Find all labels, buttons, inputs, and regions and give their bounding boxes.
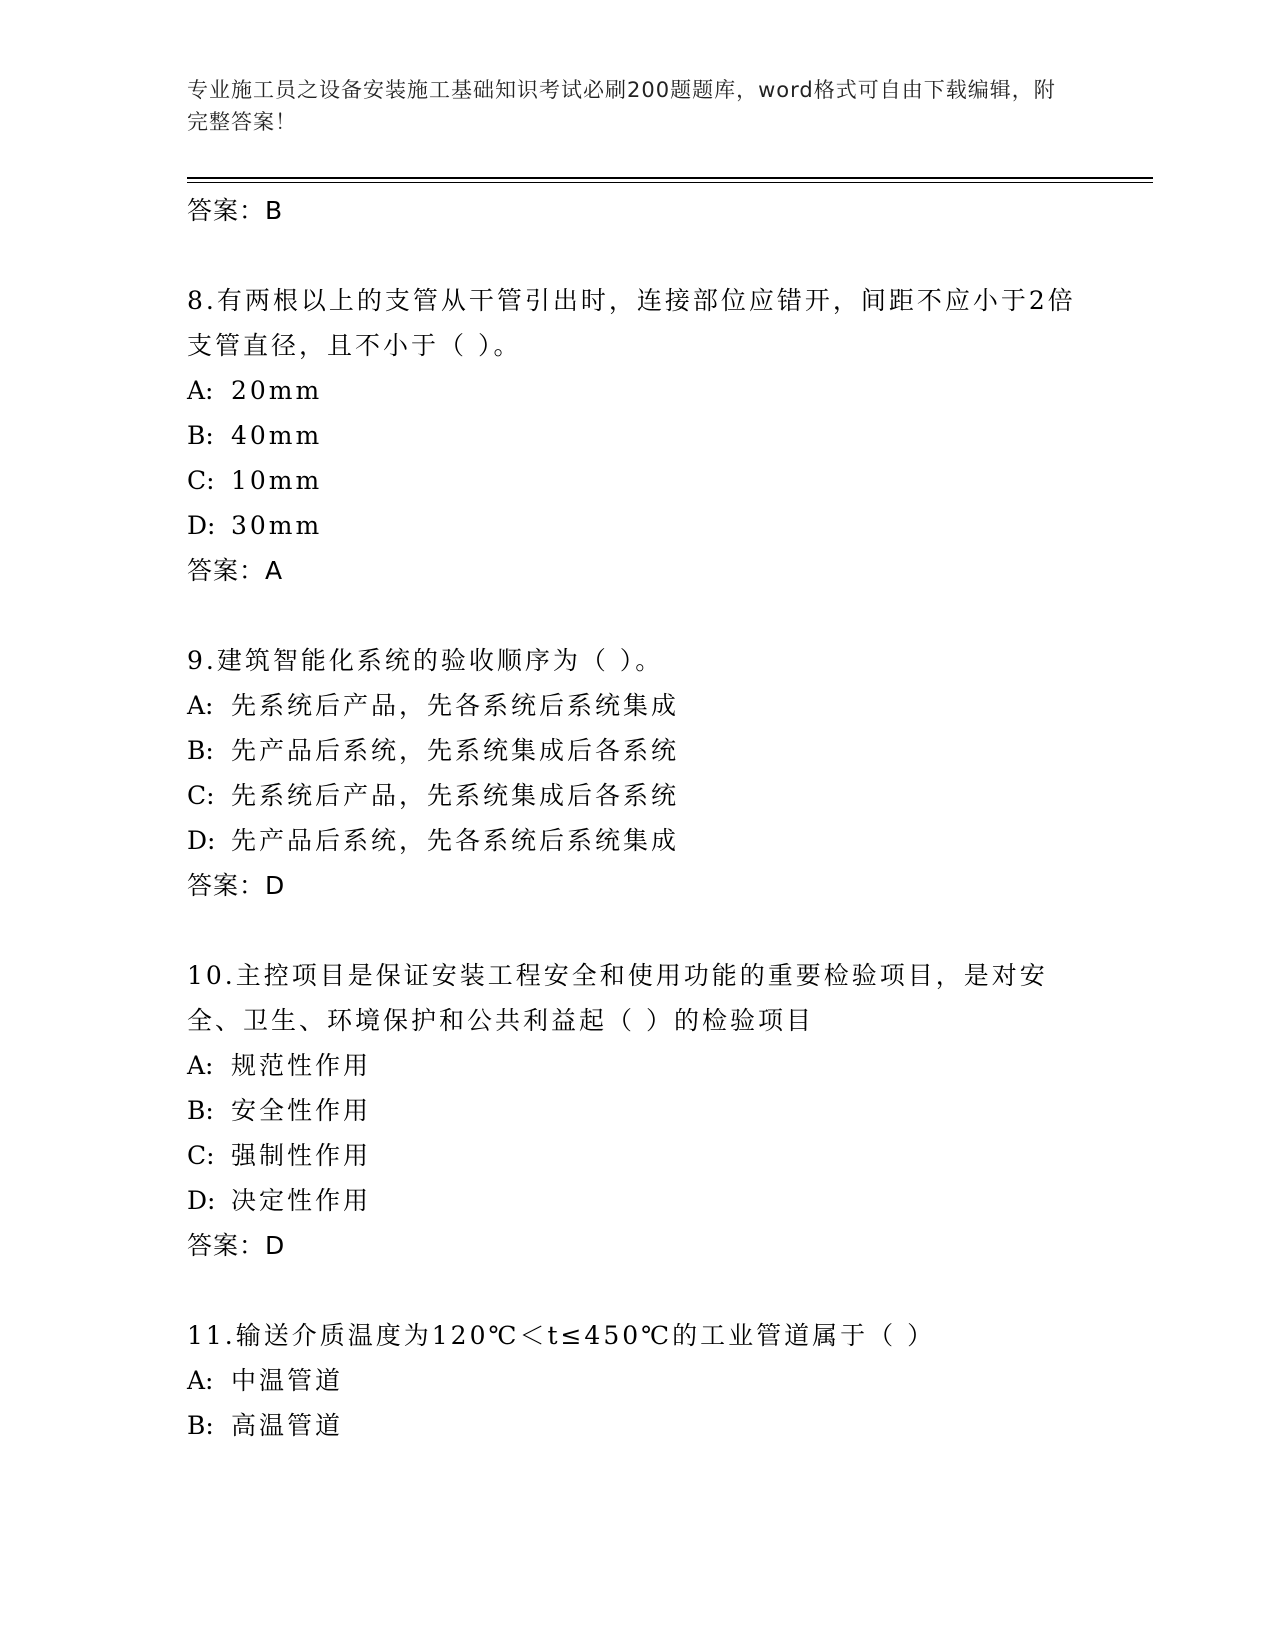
option-a [187,683,1087,728]
question-item [187,1313,1087,1448]
header-divider-thin [187,182,1153,183]
answer-line: 答案：A [187,556,284,585]
question-text: 9.建筑智能化系统的验收顺序为（ ）。 [187,646,664,675]
option-text: 20mm [231,376,323,405]
option-letter: B: [187,421,214,450]
option-text: 高温管道 [231,1411,344,1440]
option-b [187,1088,1087,1133]
option-text: 决定性作用 [231,1186,372,1215]
option-a [187,368,1087,413]
question-item [187,278,1087,594]
question-item [187,953,1087,1269]
option-letter: A: [187,1366,214,1395]
option-c [187,773,1087,818]
option-text: 中温管道 [231,1366,344,1395]
option-letter: D: [187,1186,216,1215]
option-text: 强制性作用 [231,1141,372,1170]
header-divider-thick [187,177,1153,179]
option-text: 先产品后系统，先各系统后系统集成 [231,826,680,855]
option-letter: C: [187,781,215,810]
option-letter: D: [187,826,216,855]
option-c [187,1133,1087,1178]
option-d [187,503,1087,548]
option-letter: A: [187,1051,214,1080]
option-text: 安全性作用 [231,1096,372,1125]
option-letter: D: [187,511,216,540]
option-text: 先系统后产品，先各系统后系统集成 [231,691,680,720]
option-text: 10mm [231,466,323,495]
option-c [187,458,1087,503]
option-text: 30mm [231,511,323,540]
question-text: 8.有两根以上的支管从干管引出时，连接部位应错开，间距不应小于2倍支管直径，且不小于（ ）。 [187,286,1076,360]
question-item [187,638,1087,909]
option-text: 先系统后产品，先系统集成后各系统 [231,781,680,810]
option-d [187,1178,1087,1223]
answer-line: 答案：D [187,871,286,900]
option-b [187,1403,1087,1448]
option-text: 规范性作用 [231,1051,372,1080]
option-d [187,818,1087,863]
question-text: 11.输送介质温度为120℃＜t≤450℃的工业管道属于（ ） [187,1321,936,1350]
option-letter: C: [187,1141,215,1170]
option-b [187,728,1087,773]
option-b [187,413,1087,458]
option-a [187,1358,1087,1403]
document-header: 专业施工员之设备安装施工基础知识考试必刷200题题库，word格式可自由下载编辑，附完整答案！ [187,78,1056,134]
option-text: 40mm [231,421,323,450]
option-letter: B: [187,1096,214,1125]
option-letter: B: [187,736,214,765]
option-letter: C: [187,466,215,495]
answer-line: 答案：D [187,1231,286,1260]
option-a [187,1043,1087,1088]
previous-answer: 答案：B [187,196,284,225]
option-text: 先产品后系统，先系统集成后各系统 [231,736,680,765]
option-letter: B: [187,1411,214,1440]
option-letter: A: [187,376,214,405]
question-text: 10.主控项目是保证安装工程安全和使用功能的重要检验项目，是对安全、卫生、环境保护和公共利益起（ ）的检验项目 [187,961,1048,1035]
document-content [187,188,1087,1448]
option-letter: A: [187,691,214,720]
